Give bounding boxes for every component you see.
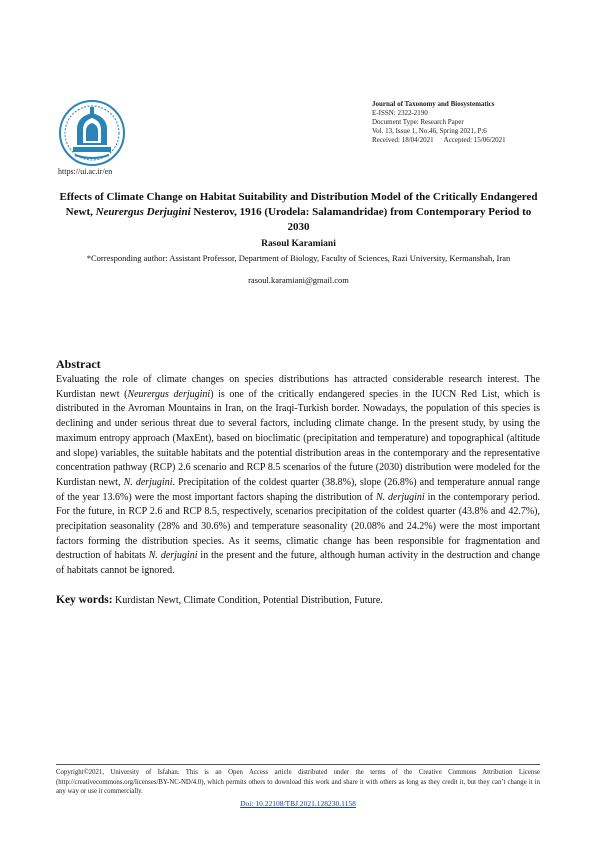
species-name: N. derjugini (375, 491, 425, 503)
footer-divider (56, 764, 540, 765)
species-name: Neurergus derjugini (127, 388, 211, 400)
abstract-text: ) is one of the critically endangered species in the IUCN Red List, which is distributed in the Avroman Mountains in Iran, on the Iraqi-Turkish border. Nowadays, the population of this species is declining and under serious threat due to several factors, including climate change. In the present study, by using the maximum entropy approach (MaxEnt), based on bioclimatic (precipitation and temperature) and topographical (altitude and slope) variables, the suitable habitats and the potential distribution areas in the contemporary and the representative concentration pathway (RCP) 2.6 scenario and RCP 8.5 scenarios of the future (2030) distribution were modeled for the Kurdistan newt, (56, 388, 540, 488)
species-name: N. derjugini (123, 476, 173, 488)
eissn: E-ISSN: 2322-2190 (372, 109, 428, 117)
abstract-body (56, 373, 540, 579)
abstract-text: . Precipitation of the coldest quarter (38.8%), slope (26.8%) and temperature annual range of the year 13.6%) were the most important factors shaping the distribution of (56, 476, 540, 503)
title-text: Newt, (65, 206, 96, 218)
doi (56, 799, 540, 808)
paper-title (55, 190, 542, 235)
title-line-3: 2030 (287, 221, 310, 233)
author-affiliation: *Corresponding author: Assistant Professor, Department of Biology, Faculty of Sciences, Razi University, Kermanshah, Iran (86, 253, 511, 263)
site-url[interactable]: https://ui.ac.ir/en (58, 167, 113, 176)
accepted-date: Accepted: 15/06/2021 (443, 136, 506, 144)
species-name: N. derjugini (148, 550, 198, 562)
copyright-notice: Copyright©2021, University of Isfahan. This is an Open Access article distributed under the terms of the Creative Commons Attribution License (http://creativecommons.org/licenses/BY-NC-ND/4.0), which permits others to download this work and share it with others as long as they credit it, but they can’t change it in any way or use it commercially. (56, 769, 540, 795)
volume-info: Vol. 13, Issue 1, No.46, Spring 2021, P:6 (372, 127, 487, 135)
keywords (56, 594, 540, 606)
received-date: Received: 18/04/2021 (372, 136, 434, 144)
journal-info (372, 100, 506, 145)
author-name: Rasoul Karamiani (261, 239, 336, 249)
dates-row (372, 136, 506, 145)
title-line-2 (55, 205, 542, 220)
abstract-text: in the contemporary period. For the future, in RCP 2.6 and RCP 8.5, respectively, scenarios precipitation of the coldest quarter (43.8% and 42.7%), precipitation seasonality (28% and 30.6%) and temperature seasonality (20.08% and 24.2%) were the most important factors forming the distribution species. As it seems, climatic change has been responsible for fragmentation and destruction of habitats (56, 491, 540, 562)
abstract-text: Evaluating the role of climate changes on species distributions has attracted considerable research interest. The Kurdistan newt ( (56, 374, 540, 400)
keywords-label: Key words: (56, 594, 113, 606)
keywords-text: Kurdistan Newt, Climate Condition, Potential Distribution, Future. (112, 595, 383, 606)
abstract-heading: Abstract (56, 357, 101, 371)
document-type: Document Type: Research Paper (372, 118, 464, 126)
university-seal-logo (57, 99, 127, 167)
journal-name: Journal of Taxonomy and Biosystematics (372, 100, 495, 108)
title-text: Nesterov, 1916 (Urodela: Salamandridae) from Contemporary Period to (190, 206, 532, 218)
doi-link[interactable]: Doi: 10.22108/TBJ.2021.128230.1158 (240, 799, 356, 808)
title-line-1: Effects of Climate Change on Habitat Suitability and Distribution Model of the Critically Endangered (59, 191, 538, 203)
author-email[interactable]: rasoul.karamiani@gmail.com (248, 275, 349, 285)
species-name: Neurergus Derjugini (95, 206, 191, 218)
abstract-text: in the present and the future, although human activity in the destruction and change of habitats cannot be ignored. (56, 550, 540, 577)
